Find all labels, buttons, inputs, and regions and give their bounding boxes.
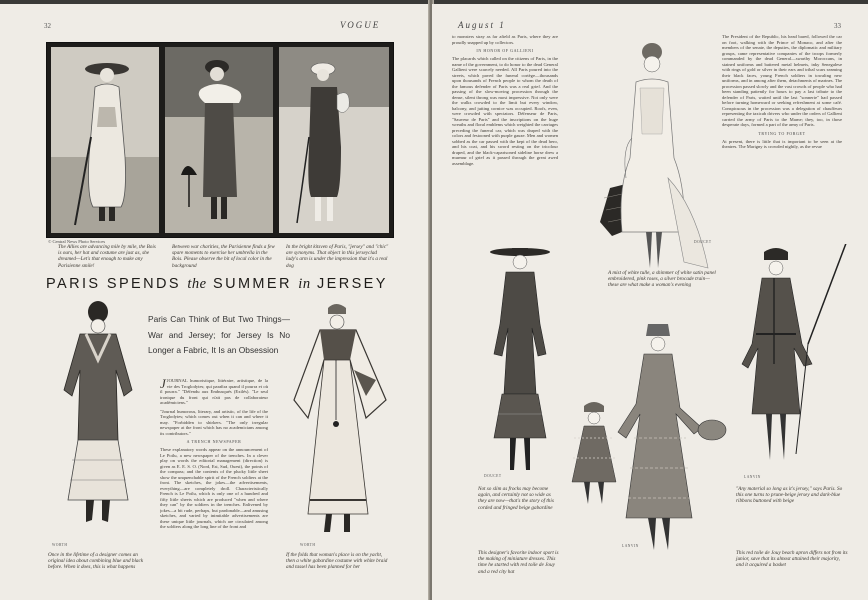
illustration-doucet-evening-gown [592,38,714,274]
section-heading-gallieni: IN HONOR OF GALLIENI [476,48,534,53]
gabardine-caption: Not so slim as frocks may become again, and certainly not so wide as they are now—that's the story of this corded and fringed beige gabardine [478,486,554,511]
col2-text-2: At present, there is little that is important to be seen at the theatres. The Marigny is crowded nightly, as the revue [722,138,842,149]
gown-caption: A mist of white tulle, a shimmer of white satin panel embroidered, pink roses, a silver brocade train—these are what make a woman's evening [608,270,716,289]
illustration-lanvin-mother-daughter [560,318,736,558]
photo-woman-with-cane [51,47,159,233]
photo-caption-1: The Allies are advancing mile by mile, the Bois is ours, her hat and costume are just as, she dreamed—Let's that enough to make any Parisienne smile! [58,244,156,269]
right-page-number: 33 [834,22,841,30]
illustration-caption-1: Once in the lifetime of a designer comes an original idea about combining blue and black before. When it does, this is what happens [48,552,144,571]
label-doucet-2: DOUCET [484,474,502,478]
article-column-president [722,34,842,254]
beach-apron-caption: This red toile de Jouy beach apron differs not from its junior, save that its almost attained their majority, and it acquired a basket [736,550,848,569]
jersey-caption: "Any material so long as it's jersey," says Paris. So this one turns to prune-beige jersey and dark-blue ribbons buttoned with beige [736,486,843,505]
illustration-doucet-gabardine [480,244,560,480]
headline-word-paris: PARIS [46,276,101,292]
label-lanvin-1: LANVIN [622,544,639,548]
photo-caption-2: Between war charities, the Parisienne finds a few spare moments to exercise her umbrella in the Bois. Please observe the bit of local color in the background [172,244,275,269]
article-column-gallieni [452,34,558,204]
headline-word-jersey: JERSEY [317,276,388,292]
article-headline [46,276,388,293]
headline-word-in: in [298,276,311,292]
headline-word-the: the [187,276,207,292]
right-running-head: August 1 [458,20,506,30]
col2-text: The President of the Republic, his head bared, followed the car on foot, walking with the Prince of Monaco, and after the members of the senate, the deputies, the diplomatic and military groups, came representative companies of the troops formerly commanded by the dead General—swarthy Moroccans, in stained uniforms and battered metal helmets, inky Senegalese with rings of gold or silver in their ears and tribal scars seaming their black faces, young French soldiers in towaling new uniforms, and in among after them, detachments of marines. The procession passed slowly and the vast crowds of people who had been standing patiently for hours to pay a last tribute to the defender of Paris, waited until the last "sonnerie" had passed before turning homeward or seeking refreshment at some café. Conspicuous in the procession was a delegation of chauffeurs representing the taxicab drivers who under the orders of Gallieni carried the army of Paris to the Marne; they, too, in those desperate days, formed a part of the army of Paris. [722,34,842,127]
label-worth-1: WORTH [52,543,68,547]
headline-word-summer: SUMMER [213,276,292,292]
section-heading-trench-newspaper: A TRENCH NEWSPAPER [186,439,242,444]
illustration-caption-2: If the folds that woman's place is on the yacht, then a white gabardine costume with white braid and tassel has been planned for her [286,552,388,571]
photo-credit: © Central News Photo Services [48,239,106,244]
left-running-head: VOGUE [340,20,381,30]
col1-lead: to monsters stray as far afield as Paris, where they are proudly snapped up by collectors. [452,34,558,45]
photo-strip [46,42,394,238]
left-page-number: 32 [44,22,51,30]
col1-text: The placards which called on the citizens of Paris, in the name of the government, to do honor to the dead General Gallieni were scarcely needed. All Paris poured into the streets, which paved the funeral cortège—thousands upon thousands of French people to whom the death of the famous defender of Paris was a real grief. And the passing of the slow-moving procession through the dense, silent throng was most impressive. Not only were the walks crowded to the limit but every window, balcony, and jutting cornice was occupied. Roofs, even, were crowded with spectators. Défenseur de Paris, "Sauveur de Paris" and the inscriptions on the huge wreaths and floral emblems which weighted the carriages preceding the funeral car, which was draped with the colors and festooned with purple gauze. Men and women sobbed as the car passed with the kepi of the dead hero, and his coat, and his sword resting on the tricolour draped, and the black-caparisoned sideline horse drew a murmur of grief as it passed through the great awed assemblage. [452,56,558,166]
article-lead: JJOURNAL humoristique, littéraire, artistique, de la vie des Troglodytes; qui paraîtra quand il pourra et où il pourra." "Défendu aux Embusqués (Exilés). "Le seul ironique du front qui n'ait pas de collaborateur académiciens." [160,378,268,405]
miniature-dress-caption: This designer's favorite indoor sport is the making of miniature dresses. This time he started with red toile de Jouy and a red city hat [478,550,559,575]
right-page [432,4,868,600]
illustration-worth-cape [290,300,396,544]
section-heading-trying-to-forget: TRYING TO FORGET [758,130,806,136]
label-lanvin-2: LANVIN [744,475,761,479]
illustration-worth-coat [36,300,148,544]
illustration-lanvin-jersey [738,244,858,484]
photo-woman-with-dog [279,47,389,233]
headline-word-spends: SPENDS [106,276,181,292]
label-worth-2: WORTH [300,543,316,547]
article-subhead: Paris Can Think of But Two Things— War and Jersey; for Jersey Is No Longer a Fabric, It Is an Obsession [148,314,290,355]
photo-woman-with-umbrella [165,47,273,233]
photo-caption-3: In the bright kitsven of Paris, "jersey" and "chic" are synonyms. That object in this jerseyclad lady's arm is under the impression that it's a real dog [286,244,389,269]
article-text-2: These explanatory words appear on the announcement of Le Poilu, a new newspaper of the trenches. In a clever play on words the editorial management (direction) is given as E. E. S. O. (Nord, Est, Sud, Ouest), the points of the compass; and the contents of the plucky little sheet show the unquenchable spirit of the French soldiers at the front. The sketches, the jokes—the advertisements, everything—are completely droll. Characteristically French is Le Poilu, which is only one of a hundred and fifty little sheets which are produced "when and where they can" by the soldiers in the trenches. Enlivened by jokes—a bit rude, perhaps, but pardonable—and amusing sketches, and varied by inimitable advertisements are these unique little journals, which are circulated among the soldiers along the long line of the front and [160,447,268,529]
label-doucet-1: DOUCET [694,240,712,244]
left-page [0,4,430,600]
article-text: "Journal humorous, literary, and artistic, of the life of the Troglodytes; which comes out when it can and where it may. "Forbidden to shirkers. "The only irregular newspaper at the front which has no academicians among its contributors." [160,408,268,436]
article-column [160,378,268,552]
